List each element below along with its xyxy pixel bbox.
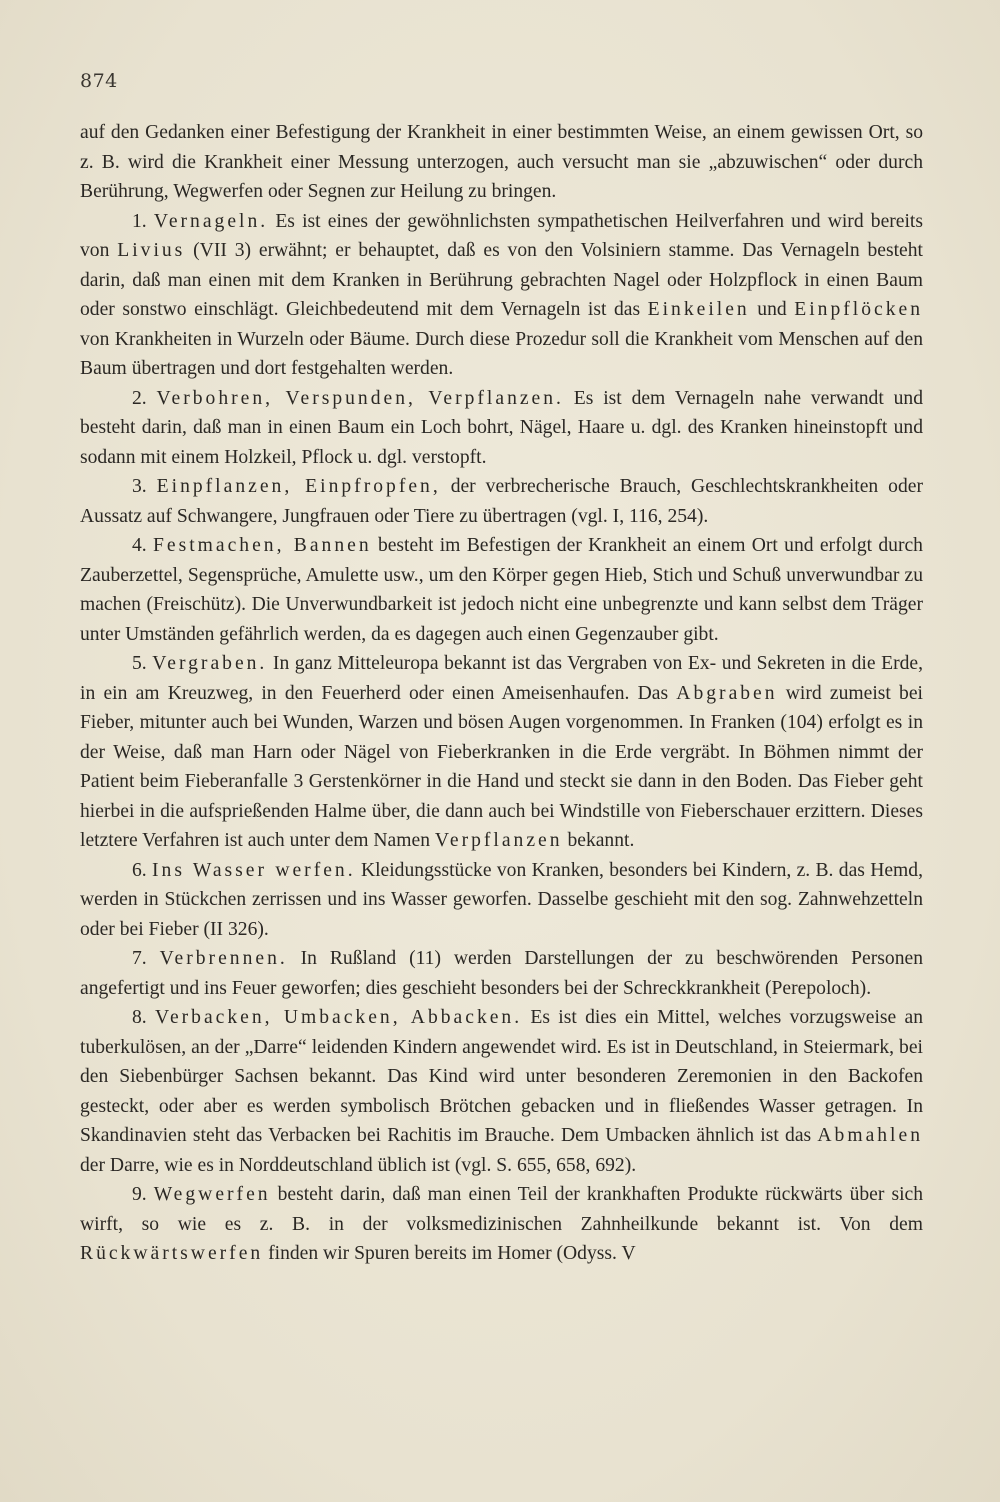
text-run: und: [749, 299, 795, 320]
paragraph: [80, 944, 923, 1003]
text-run: Es ist dem Vernageln nahe verwandt und besteht darin, daß man in einen Baum ein Loch bohrt, Nägel, Haare u. dgl. des Kranken hineinstopft und sodann mit einem Holzkeil, Pflock u. dgl. verstopft.: [80, 387, 923, 468]
spaced-term: Einkeilen: [647, 299, 750, 320]
paragraph: [80, 856, 923, 945]
paragraph: [80, 118, 923, 207]
paragraph: [80, 649, 923, 856]
paragraph: [80, 384, 923, 473]
spaced-term: Abmahlen: [817, 1125, 923, 1146]
spaced-term: Festmachen, Bannen: [153, 535, 372, 556]
spaced-term: Ins Wasser werfen.: [152, 859, 356, 881]
spaced-term: Livius: [117, 240, 186, 261]
paragraph: [80, 1003, 923, 1180]
text-run: wird zumeist bei Fieber, mitunter auch bei Wunden, Warzen und bösen Augen vorgenommen. In Franken (104) erfolgt es in der Weise, daß man Harn oder Nägel von Fieberkranken in die Erde vergräbt. In Böhmen nimmt der Patient beim Fieberanfalle 3 Gerstenkörner in die Hand und steckt sie dann in den Boden. Das Fieber geht hierbei in die aufsprießenden Halme über, die dann auch bei Windstille von Fieberschauer erzittern. Dieses letztere Verfahren ist auch unter dem Namen: [80, 682, 923, 851]
text-run: 3.: [132, 476, 157, 497]
text-run: 5.: [132, 653, 153, 674]
page-number: 874: [80, 70, 118, 92]
text-run: 8.: [132, 1007, 155, 1028]
text-run: 2.: [132, 387, 157, 409]
paragraph: [80, 472, 923, 531]
text-run: 6.: [132, 859, 153, 881]
text-run: Es ist eines der gewöhnlichsten sympathetischen Heilverfahren und wird bereits von: [80, 210, 924, 261]
text-run: der verbrecherische Brauch, Geschlechtskrankheiten oder Aussatz auf Schwangere, Jungfrauen oder Tiere zu übertragen (vgl. I, 116, 254).: [80, 476, 923, 527]
text-run: bekannt.: [562, 830, 635, 851]
spaced-term: Wegwerfen: [153, 1184, 271, 1205]
text-run: 9.: [132, 1184, 154, 1205]
text-run: auf den Gedanken einer Befestigung der Krankheit in einer bestimmten Weise, an einem gewissen Ort, so z. B. wird die Krankheit einer Messung unterzogen, auch versucht man sie „abzuwischen“ oder durch Berührung, Wegwerfen oder Segnen zur Heilung zu bringen.: [80, 122, 923, 202]
spaced-term: Verbrennen.: [159, 948, 288, 969]
paragraph: [80, 207, 923, 384]
text-run: der Darre, wie es in Norddeutschland üblich ist (vgl. S. 655, 658, 692).: [80, 1154, 637, 1176]
spaced-term: Verbacken, Umbacken, Abbacken.: [154, 1007, 523, 1028]
text-run: 1.: [132, 210, 154, 232]
text-run: (VII 3) erwähnt; er behauptet, daß es von den Volsiniern stamme. Das Vernageln besteht darin, daß man einen mit dem Kranken in Berührung gebrachten Nagel oder Holzpflock in einen Baum oder sonstwo einschlägt. Gleichbedeutend mit dem Vernageln ist das: [80, 240, 923, 320]
text-run: Es ist dies ein Mittel, welches vorzugsweise an tuberkulösen, an der „Darre“ leidenden Kindern angewendet wird. Es ist in Deutschland, in Steiermark, bei den Siebenbürger Sachsen bekannt. Das Kind wird unter besonderen Zeremonien in den Backofen gesteckt, oder aber es werden symbolisch Brötchen gebacken und in fließendes Wasser getragen. In Skandinavien steht das Verbacken bei Rachitis im Brauche. Dem Umbacken ähnlich ist das: [80, 1007, 924, 1146]
spaced-term: Vernageln.: [153, 210, 269, 232]
spaced-term: Rückwärtswerfen: [80, 1243, 264, 1264]
text-run: 4.: [132, 535, 153, 556]
spaced-term: Abgraben: [676, 682, 778, 704]
spaced-term: Verpflanzen: [434, 830, 563, 851]
text-run: finden wir Spuren bereits im Homer (Odyss. V: [263, 1243, 636, 1264]
spaced-term: Einpflöcken: [794, 299, 923, 320]
text-run: In ganz Mitteleuropa bekannt ist das Vergraben von Ex- und Sekreten in die Erde, in ein am Kreuzweg, in den Feuerherd oder einen Ameisenhaufen. Das: [80, 653, 924, 704]
text-run: In Rußland (11) werden Darstellungen der zu beschwörenden Personen angefertigt und ins Feuer geworfen; dies geschieht besonders bei der Schreckkrankheit (Perepoloch).: [80, 948, 923, 999]
text-run: 7.: [132, 948, 160, 969]
text-run: besteht im Befestigen der Krankheit an einem Ort und erfolgt durch Zauberzettel, Segensprüche, Amulette usw., um den Körper gegen Hieb, Stich und Schuß unverwundbar zu machen (Freischütz). Die Unverwundbarkeit ist jedoch nicht eine unbegrenzte und kann selbst dem Träger unter Umständen gefährlich werden, da es dagegen auch einen Gegenzauber gibt.: [80, 535, 923, 645]
paragraph: [80, 1180, 923, 1269]
text-run: Kleidungsstücke von Kranken, besonders bei Kindern, z. B. das Hemd, werden in Stückchen zerrissen und ins Wasser geworfen. Dasselbe geschieht mit den sog. Zahnwehzetteln oder bei Fieber (II 326).: [80, 859, 923, 940]
spaced-term: Einpflanzen, Einpfropfen,: [156, 476, 441, 497]
body-text: [80, 118, 923, 1269]
text-run: von Krankheiten in Wurzeln oder Bäume. Durch diese Prozedur soll die Krankheit vom Menschen auf den Baum übertragen und dort festgehalten werden.: [80, 328, 923, 379]
text-run: besteht darin, daß man einen Teil der krankhaften Produkte rückwärts über sich wirft, so wie es z. B. in der volksmedizinischen Zahnheilkunde bekannt ist. Von dem: [80, 1184, 924, 1235]
paragraph: [80, 531, 923, 649]
spaced-term: Verbohren, Verspunden, Verpflanzen.: [156, 387, 564, 409]
spaced-term: Vergraben.: [152, 653, 268, 674]
